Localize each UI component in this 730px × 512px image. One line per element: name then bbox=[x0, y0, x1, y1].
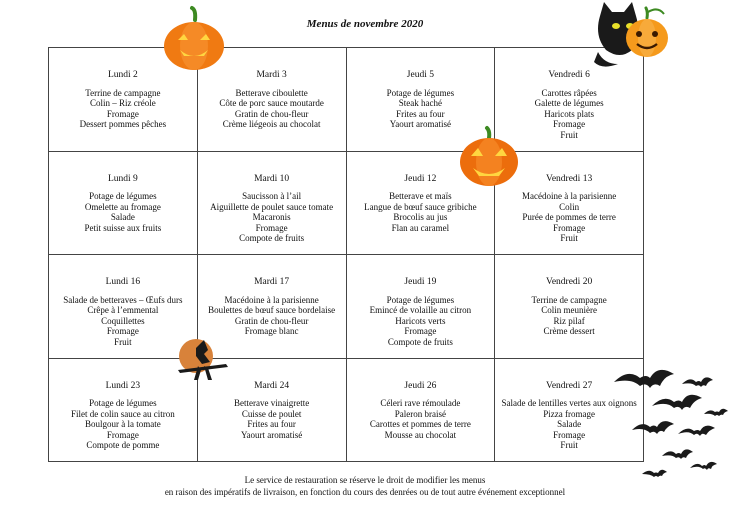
menu-item: Crème dessert bbox=[543, 326, 595, 337]
menu-item: Côte de porc sauce moutarde bbox=[219, 98, 324, 109]
menu-item: Haricots verts bbox=[395, 315, 446, 326]
menu-item: Potage de légumes bbox=[386, 294, 455, 305]
menu-item: Omelette au fromage bbox=[84, 201, 161, 212]
menu-item: Boulgour à la tomate bbox=[85, 419, 161, 430]
menu-item: Fromage bbox=[106, 108, 139, 119]
menu-item: Fruit bbox=[560, 233, 578, 244]
page-title: Menus de novembre 2020 bbox=[306, 18, 424, 30]
menu-item: Salade de betteraves – Œufs durs bbox=[63, 294, 183, 305]
day-label: Vendredi 13 bbox=[546, 173, 593, 184]
menu-item: Crème liégeois au chocolat bbox=[222, 119, 321, 130]
day-label: Mardi 10 bbox=[254, 173, 290, 184]
menu-item: Gratin de chou-fleur bbox=[234, 108, 309, 119]
day-label: Lundi 9 bbox=[107, 173, 138, 184]
menu-item: Fromage bbox=[553, 119, 586, 130]
menu-item: Haricots plats bbox=[544, 108, 594, 119]
menu-item: Céleri rave rémoulade bbox=[380, 398, 461, 409]
menu-item: Macédoine à la parisienne bbox=[522, 191, 617, 202]
menu-item: Paleron braisé bbox=[394, 408, 446, 419]
jack-o-lantern-icon bbox=[622, 4, 672, 60]
menu-table bbox=[48, 47, 644, 462]
menu-item: Frites au four bbox=[396, 108, 445, 119]
menu-item: Riz pilaf bbox=[553, 315, 585, 326]
menu-item: Boulettes de bœuf sauce bordelaise bbox=[208, 305, 336, 316]
menu-item: Fromage bbox=[553, 222, 586, 233]
pumpkin-icon bbox=[160, 4, 228, 72]
menu-item: Purée de pommes de terre bbox=[522, 212, 616, 223]
menu-item: Fruit bbox=[114, 336, 132, 347]
pumpkin-icon-center bbox=[457, 124, 521, 188]
witch-moon-icon bbox=[174, 336, 234, 388]
day-label: Jeudi 26 bbox=[404, 380, 437, 391]
day-cell bbox=[197, 151, 346, 255]
menu-item: Colin bbox=[559, 201, 580, 212]
menu-item: Colin meunière bbox=[541, 305, 597, 316]
menu-item: Compote de fruits bbox=[387, 336, 453, 347]
day-label: Lundi 2 bbox=[107, 70, 138, 80]
menu-item: Dessert pommes pêches bbox=[79, 119, 167, 130]
menu-item: Fromage bbox=[255, 222, 288, 233]
menu-item: Terrine de campagne bbox=[531, 294, 607, 305]
day-cell bbox=[495, 255, 644, 359]
menu-item: Potage de légumes bbox=[386, 87, 455, 98]
week-row bbox=[49, 255, 644, 359]
menu-item: Fruit bbox=[560, 440, 578, 451]
menu-item: Colin – Riz créole bbox=[90, 98, 156, 109]
menu-item: Fromage blanc bbox=[244, 326, 299, 337]
menu-item: Filet de colin sauce au citron bbox=[71, 408, 175, 419]
menu-item: Yaourt aromatisé bbox=[389, 119, 452, 130]
day-label: Vendredi 6 bbox=[548, 70, 590, 80]
menu-body bbox=[49, 48, 644, 462]
menu-item: Carottes râpées bbox=[541, 87, 597, 98]
menu-item: Frites au four bbox=[247, 419, 296, 430]
menu-item: Fromage bbox=[106, 326, 139, 337]
menu-item: Crêpe à l’emmental bbox=[87, 305, 159, 316]
day-label: Mardi 17 bbox=[254, 277, 290, 287]
menu-item: Betterave ciboulette bbox=[235, 87, 308, 98]
menu-item: Betterave vinaigrette bbox=[234, 398, 310, 409]
menu-item: Macaronis bbox=[252, 212, 291, 223]
day-label: Vendredi 27 bbox=[546, 380, 593, 391]
menu-item: Brocolis au jus bbox=[393, 212, 448, 223]
day-cell bbox=[346, 358, 495, 462]
menu-item: Coquillettes bbox=[101, 315, 145, 326]
menu-item: Compote de fruits bbox=[239, 233, 305, 244]
menu-item: Fromage bbox=[106, 429, 139, 440]
menu-item: Fruit bbox=[560, 129, 578, 140]
menu-item: Carottes et pommes de terre bbox=[369, 419, 471, 430]
menu-item: Salade bbox=[557, 419, 582, 430]
menu-item: Petit suisse aux fruits bbox=[84, 222, 162, 233]
day-label: Lundi 23 bbox=[105, 380, 141, 391]
menu-item: Cuisse de poulet bbox=[241, 408, 302, 419]
day-label: Jeudi 19 bbox=[404, 277, 437, 287]
bats-icon bbox=[612, 362, 728, 486]
menu-item: Aiguillette de poulet sauce tomate bbox=[210, 201, 334, 212]
day-label: Mardi 3 bbox=[256, 70, 287, 80]
menu-item: Fromage bbox=[553, 429, 586, 440]
footer-line-2: en raison des impératifs de livraison, en fonction du cours des denrées ou de tout autre événement exceptionnel bbox=[164, 487, 566, 497]
week-row bbox=[49, 151, 644, 255]
menu-item: Potage de légumes bbox=[89, 191, 157, 202]
menu-item: Langue de bœuf sauce gribiche bbox=[364, 201, 477, 212]
menu-item: Salade bbox=[110, 212, 135, 223]
week-row bbox=[49, 48, 644, 152]
menu-item: Pizza fromage bbox=[543, 408, 595, 419]
menu-item: Betterave et maïs bbox=[389, 191, 452, 202]
day-cell bbox=[49, 151, 198, 255]
menu-item: Mousse au chocolat bbox=[384, 429, 457, 440]
menu-item: Flan au caramel bbox=[391, 222, 450, 233]
day-label: Lundi 16 bbox=[105, 277, 141, 287]
week-row bbox=[49, 358, 644, 462]
day-label: Mardi 24 bbox=[254, 380, 290, 391]
menu-item: Gratin de chou-fleur bbox=[234, 315, 309, 326]
menu-item: Terrine de campagne bbox=[85, 87, 161, 98]
menu-item: Saucisson à l’ail bbox=[242, 191, 302, 202]
footer-line-1: Le service de restauration se réserve le droit de modifier les menus bbox=[244, 475, 486, 485]
menu-item: Emincé de volaille au citron bbox=[369, 305, 472, 316]
menu-item: Galette de légumes bbox=[534, 98, 604, 109]
menu-item: Macédoine à la parisienne bbox=[224, 294, 319, 305]
day-label: Vendredi 20 bbox=[546, 277, 593, 287]
day-label: Jeudi 12 bbox=[404, 173, 437, 184]
menu-item: Yaourt aromatisé bbox=[240, 429, 303, 440]
menu-item: Steak haché bbox=[398, 98, 442, 109]
menu-item: Potage de légumes bbox=[89, 398, 157, 409]
menu-item: Fromage bbox=[404, 326, 437, 337]
day-cell bbox=[346, 255, 495, 359]
menu-item: Compote de pomme bbox=[86, 440, 160, 451]
menu-item: Salade de lentilles vertes aux oignons bbox=[501, 398, 637, 409]
day-label: Jeudi 5 bbox=[406, 70, 434, 80]
